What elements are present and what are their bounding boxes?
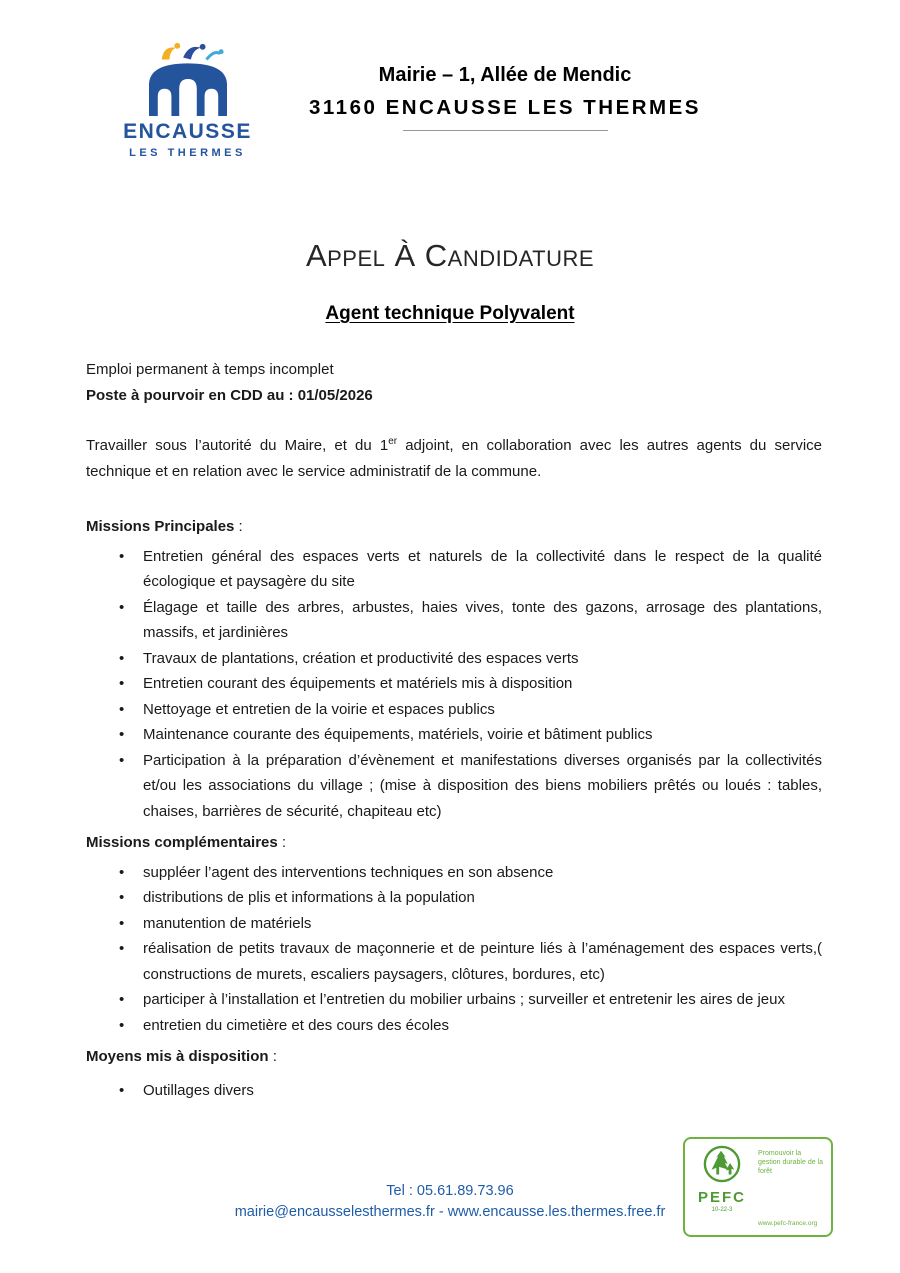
mission-item: • Entretien courant des équipements et matériels mis à disposition xyxy=(86,671,822,697)
section-heading-missions-complementaires xyxy=(86,830,822,856)
logo-subname: LES THERMES xyxy=(129,147,246,159)
mission-item: • Nettoyage et entretien de la voirie et espaces publics xyxy=(86,697,822,723)
pefc-url: www.pefc-france.org xyxy=(758,1220,818,1227)
section-heading-text: Missions Principales xyxy=(86,518,235,535)
section-heading-moyens xyxy=(86,1044,822,1070)
section-heading-colon: : xyxy=(234,518,243,535)
paragraph-pre: Travailler sous l’autorité du Maire, et du 1 xyxy=(86,437,389,454)
job-title: Agent technique Polyvalent xyxy=(325,303,575,324)
mission-item: • suppléer l’agent des interventions techniques en son absence xyxy=(86,860,822,886)
section-heading-text: Missions complémentaires xyxy=(86,834,278,851)
mission-item: • Entretien général des espaces verts et naturels de la collectivité dans le respect de la qualité écologique et paysagère du site xyxy=(86,544,822,595)
mission-item: • entretien du cimetière et des cours des écoles xyxy=(86,1013,822,1039)
section-heading-text: Moyens mis à disposition xyxy=(86,1048,269,1065)
content xyxy=(86,357,822,1103)
moyens-list xyxy=(86,1078,822,1104)
mission-item: • Travaux de plantations, création et productivité des espaces verts xyxy=(86,646,822,672)
pefc-text xyxy=(754,1145,826,1229)
logo-name: ENCAUSSE xyxy=(123,120,252,143)
mission-item: • distributions de plis et informations à la population xyxy=(86,885,822,911)
pefc-tree-icon xyxy=(703,1145,741,1183)
paragraph-superscript: er xyxy=(388,436,398,447)
section-heading-colon: : xyxy=(277,834,287,851)
header-divider xyxy=(403,130,608,131)
website-link[interactable]: www.encausse.les.thermes.free.fr xyxy=(447,1204,666,1220)
mission-item: • Participation à la préparation d’évènement et manifestations diverses organisés par la collectivités et/ou les associations du village ; (mise à disposition des biens mobiliers prêtés ou loués : tables, chaises, barrières de sécurité, chapiteau etc) xyxy=(86,748,822,825)
pefc-wordmark: PEFC xyxy=(697,1189,746,1206)
mission-item: • manutention de matériels xyxy=(86,911,822,937)
intro-line-1: Emploi permanent à temps incomplet xyxy=(86,361,334,378)
pefc-license-number: 10-22-3 xyxy=(711,1207,733,1213)
missions-principales-list xyxy=(86,544,822,825)
section-heading-colon: : xyxy=(268,1048,277,1065)
mission-item: • participer à l’installation et l’entretien du mobilier urbains ; surveiller et entretenir les aires de jeux xyxy=(86,987,822,1013)
mission-item: • Élagage et taille des arbres, arbustes, haies vives, tonte des gazons, arrosage des plantations, massifs, et jardinières xyxy=(86,595,822,646)
link-separator: - xyxy=(434,1204,448,1220)
paragraph-post: adjoint, en collaboration avec les autres agents du service technique et en relation avec le service administratif de la commune. xyxy=(86,437,822,480)
email-link[interactable]: mairie@encausselesthermes.fr xyxy=(234,1204,435,1220)
mission-item: • réalisation de petits travaux de maçonnerie et de peinture liés à l’aménagement des espaces verts,( constructions de murets, escaliers paysagers, clôtures, bordures, etc) xyxy=(86,936,822,987)
pefc-mark xyxy=(690,1145,754,1229)
header-address xyxy=(270,64,740,131)
missions-complementaires-list xyxy=(86,860,822,1039)
page-title: Appel À Candidature xyxy=(305,238,595,273)
pefc-logo xyxy=(683,1137,833,1237)
section-heading-missions-principales xyxy=(86,514,822,540)
pefc-tagline: Promouvoir la gestion durable de la forêt xyxy=(758,1150,823,1175)
encausse-logo-icon xyxy=(123,40,253,118)
intro-line-2: Poste à pourvoir en CDD au : 01/05/2026 xyxy=(86,386,373,404)
address-line-2: 31160 ENCAUSSE LES THERMES xyxy=(309,96,701,119)
address-line-1: Mairie – 1, Allée de Mendic xyxy=(378,64,632,86)
encausse-logo xyxy=(110,40,265,159)
phone-number: Tel : 05.61.89.73.96 xyxy=(386,1183,514,1199)
mission-item: • Outillages divers xyxy=(86,1078,822,1104)
intro-paragraph xyxy=(86,433,822,484)
mission-item: • Maintenance courante des équipements, matériels, voirie et bâtiment publics xyxy=(86,722,822,748)
